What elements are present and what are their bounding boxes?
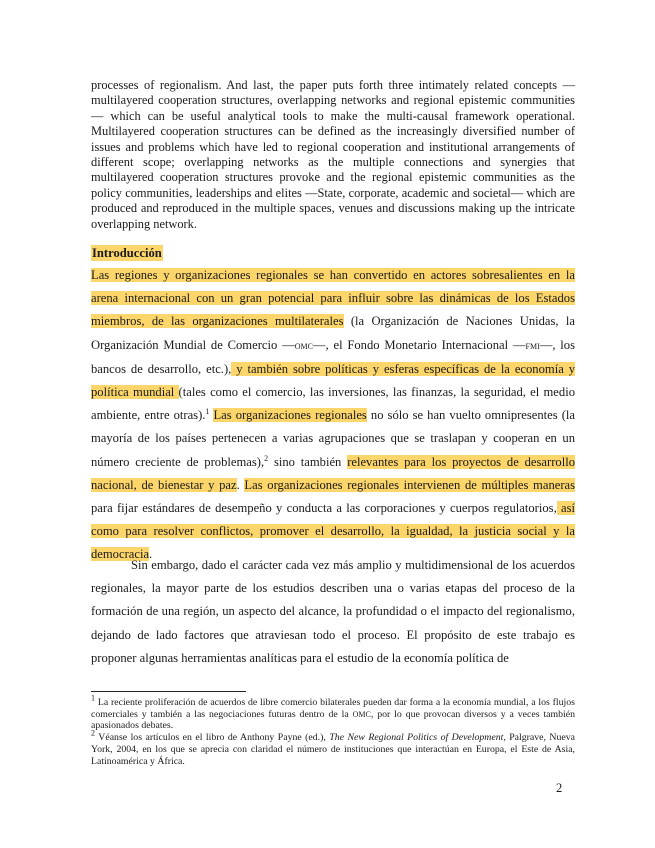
highlight-2: y también sobre políticas y esferas específicas de la economía y política mundial: [91, 361, 575, 400]
text-segment: no sólo se han vuelto omnipresentes (la mayoría de los países pertenecen a varias agrupaciones que se traslapan y cooperan en un número creciente de problemas),: [91, 408, 576, 469]
footnote-ref-2[interactable]: 2: [264, 453, 269, 463]
footnote-text: , por lo que provocan diversos y a veces también apasionados debates.: [91, 708, 576, 732]
highlight-1: Las regiones y organizaciones regionales se han convertido en actores sobresalientes en la arena internacional con un gran potencial para influir sobre las dinámicas de los Estados miembros, de las organizaciones multilaterales: [91, 268, 575, 329]
footnote-2: [91, 728, 575, 767]
highlight-5: Las organizaciones regionales intervienen de múltiples maneras: [244, 477, 576, 492]
section-heading: Introducción: [92, 246, 162, 260]
footnote-number: 2: [91, 728, 95, 738]
highlight-4: relevantes para los proyectos de desarrollo nacional, de bienestar y paz: [91, 454, 575, 492]
footnote-number: 1: [91, 693, 95, 703]
text-segment: (tales como el comercio, las inversiones, las finanzas, la seguridad, el medio ambiente, entre otras).: [91, 385, 575, 423]
footnote-text: Véanse los artículos en el libro de Anthony Payne (ed.),: [95, 732, 330, 744]
book-title: The New Regional Politics of Development: [329, 732, 504, 744]
highlight-6: así como para resolver conflictos, promover el desarrollo, la igualdad, la justicia social y la democracia: [91, 501, 576, 562]
footnote-text: La reciente proliferación de acuerdos de libre comercio bilaterales pueden dar forma a la economía mundial, a los flujos comerciales y también a las negociaciones futuras dentro de la: [91, 697, 575, 720]
acronym-fmi: FMI: [525, 341, 540, 351]
highlight-3: Las organizaciones regionales: [213, 408, 367, 423]
text-segment: (la Organización de Naciones Unidas, la Organización Mundial de Comercio —: [91, 314, 575, 352]
text-segment: .: [236, 477, 245, 492]
text-segment: .: [149, 547, 153, 562]
text-segment: —, los bancos de desarrollo, etc.),: [91, 337, 575, 376]
abstract-paragraph: processes of regionalism. And last, the paper puts forth three intimately related concepts —multilayered cooperation structures, overlapping networks and regional epistemic communities— which can be useful analytical tools to make the multi-causal framework operational. Multilayered cooperation structures can be defined as the increasingly diversified number of issues and problems which have led to regional cooperation and institutional arrangements of different scope; overlapping networks as the multiple connections and synergies that multilayered cooperation structures provoke and the regional epistemic communities as the policy communities, leaderships and elites —State, corporate, academic and societal— which are produced and reproduced in the multiple spaces, venues and discussions making up the intricate overlapping network.: [91, 78, 575, 231]
intro-paragraph: [91, 264, 575, 567]
footnotes: [91, 693, 576, 767]
footnote-divider: [91, 691, 246, 692]
text-segment: sino también: [268, 454, 348, 469]
page-number: 2: [556, 781, 563, 795]
footnote-ref-1[interactable]: 1: [205, 407, 210, 417]
acronym-omc: OMC: [352, 709, 371, 719]
second-paragraph: Sin embargo, dado el carácter cada vez más amplio y multidimensional de los acuerdos regionales, la mayor parte de los estudios describen una o varias etapas del proceso de la formación de una región, un aspecto del alcance, la profundidad o el impacto del regionalismo, dejando de lado factores que atraviesan todo el proceso. El propósito de este trabajo es proponer algunas herramientas analíticas para el estudio de la economía política de: [91, 558, 575, 665]
footnote-1: [91, 693, 576, 732]
text-segment: —, el Fondo Monetario Internacional —: [312, 337, 526, 352]
acronym-omc: OMC: [294, 341, 313, 351]
footnote-text: , Palgrave, Nueva York, 2004, en los que se aprecia con claridad el número de instituciones que interactúan en Europa, el Este de Asia, Latinoamérica y África.: [91, 732, 575, 767]
text-segment: para fijar estándares de desempeño y conducta a las corporaciones y cuerpos regulatorios,: [91, 501, 557, 516]
